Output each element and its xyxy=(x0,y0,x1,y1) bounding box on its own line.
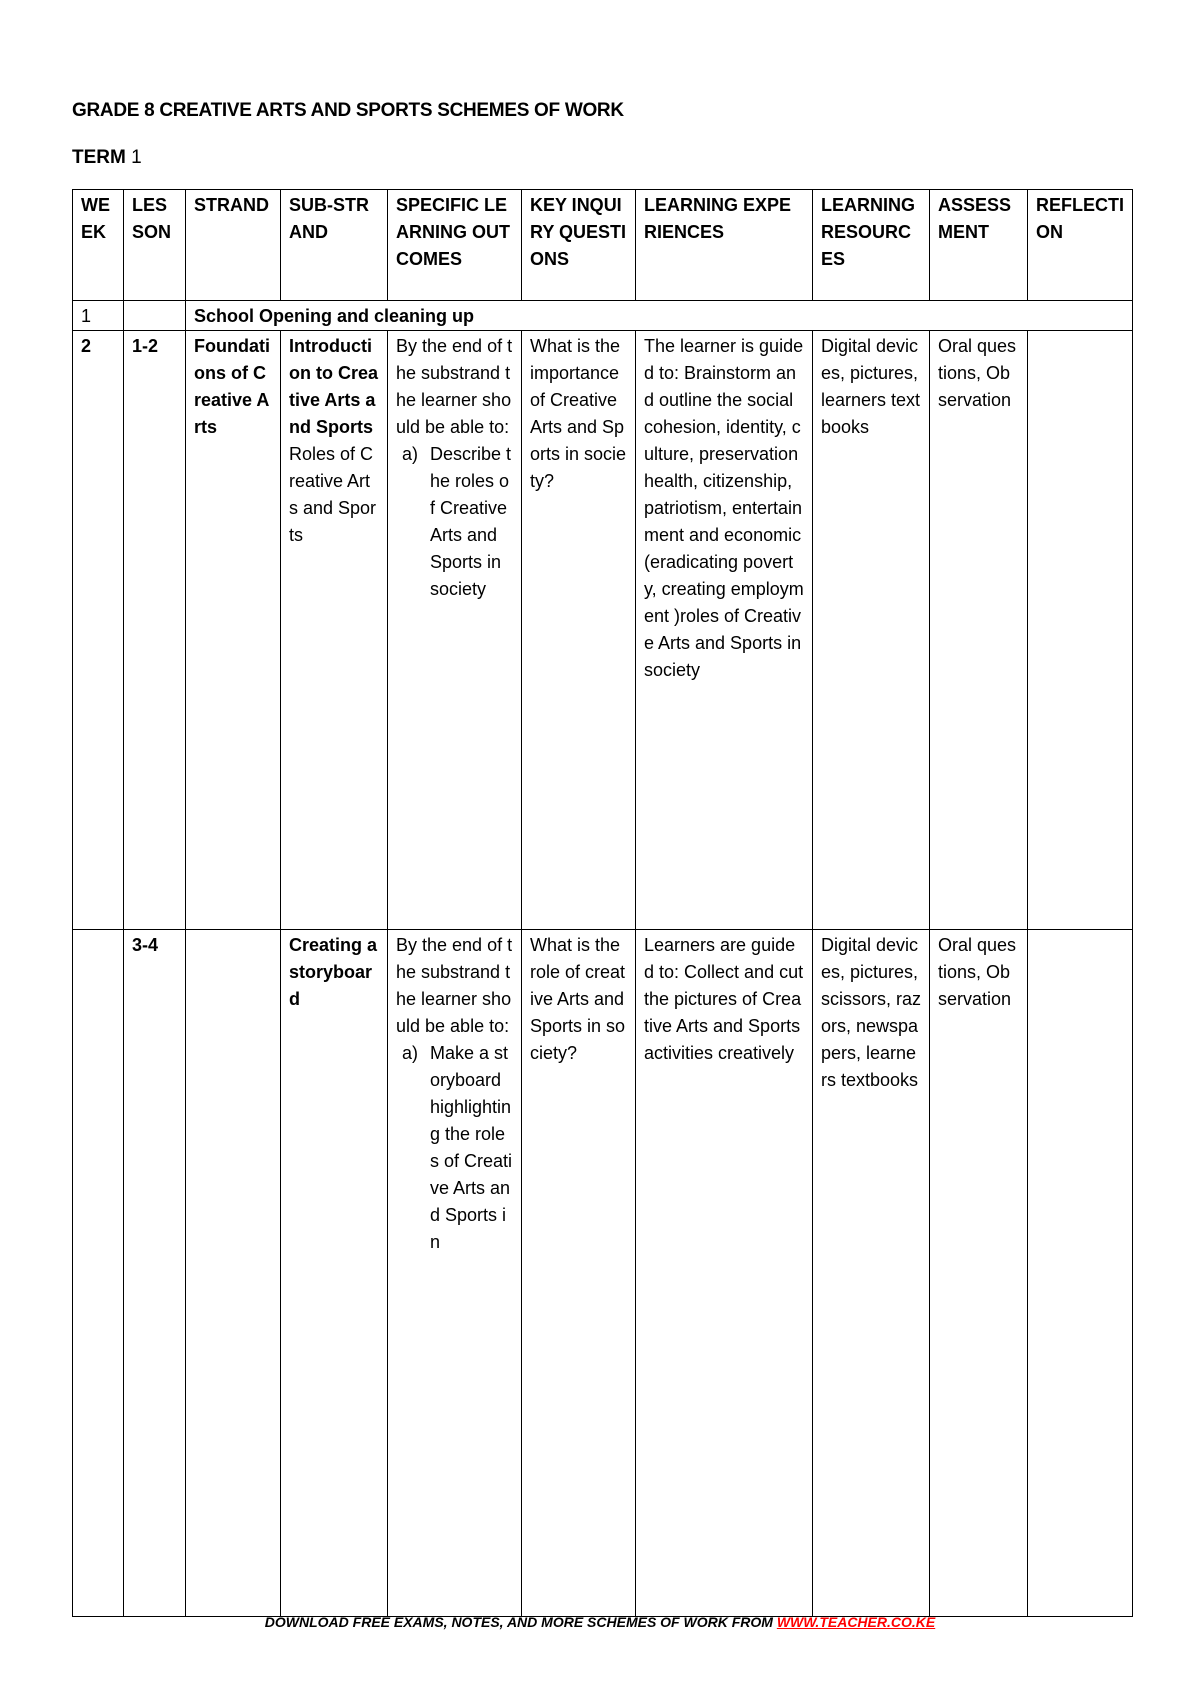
header-row xyxy=(73,190,1133,301)
table-row xyxy=(73,301,1133,331)
header-questions: KEY INQUIRY QUESTIONS xyxy=(522,190,636,301)
outcome-text: Make a storyboard highlighting the roles of Creative Arts and Sports in xyxy=(430,1043,513,1252)
cell-question: What is the importance of Creative Arts and Sports in society? xyxy=(522,331,636,930)
schemes-table xyxy=(72,189,1133,1617)
term-number: 1 xyxy=(131,147,142,168)
header-assessment: ASSESSMENT xyxy=(930,190,1028,301)
cell-experiences: Learners are guided to: Collect and cut the pictures of Creative Arts and Sports activities creatively xyxy=(636,930,813,1617)
header-strand: STRAND xyxy=(186,190,281,301)
term-label: TERM xyxy=(72,147,126,168)
cell-resources: Digital devices, pictures, learners textbooks xyxy=(813,331,930,930)
table-row xyxy=(73,930,1133,1617)
header-reflection: REFLECTION xyxy=(1028,190,1133,301)
cell-school-opening: School Opening and cleaning up xyxy=(186,301,1133,331)
cell-week xyxy=(73,930,124,1617)
outcome-marker: a) xyxy=(401,1043,418,1063)
header-outcomes: SPECIFIC LEARNING OUTCOMES xyxy=(388,190,522,301)
header-lesson: LESSON xyxy=(124,190,186,301)
outcome-item xyxy=(396,1040,513,1256)
cell-assessment: Oral questions, Observation xyxy=(930,930,1028,1617)
sub-strand-title: Introduction to Creative Arts and Sports xyxy=(289,336,379,437)
outcome-text: Describe the roles of Creative Arts and Sports in society xyxy=(430,444,512,599)
cell-lesson: 1-2 xyxy=(124,331,186,930)
cell-experiences: The learner is guided to: Brainstorm and outline the social cohesion, identity, culture, preservation health, citizenship, patriotism, entertainment and economic (eradicating poverty, creating employment )roles of Creative Arts and Sports in society xyxy=(636,331,813,930)
header-week: WEEK xyxy=(73,190,124,301)
header-experiences: LEARNING EXPERIENCES xyxy=(636,190,813,301)
table-row xyxy=(73,331,1133,930)
cell-lesson xyxy=(124,301,186,331)
cell-reflection xyxy=(1028,930,1133,1617)
cell-strand xyxy=(186,930,281,1617)
cell-week: 2 xyxy=(73,331,124,930)
document-title: GRADE 8 CREATIVE ARTS AND SPORTS SCHEMES OF WORK xyxy=(72,100,624,121)
cell-outcomes xyxy=(388,331,522,930)
sub-strand-detail: Roles of Creative Arts and Sports xyxy=(289,444,377,545)
cell-lesson: 3-4 xyxy=(124,930,186,1617)
cell-assessment: Oral questions, Observation xyxy=(930,331,1028,930)
header-resources: LEARNING RESOURCES xyxy=(813,190,930,301)
outcomes-intro: By the end of the substrand the learner should be able to: xyxy=(396,935,513,1036)
footer xyxy=(0,1614,1200,1630)
footer-link[interactable]: WWW.TEACHER.CO.KE xyxy=(776,1614,936,1630)
cell-question: What is the role of creative Arts and Sports in society? xyxy=(522,930,636,1617)
header-sub-strand: SUB-STRAND xyxy=(281,190,388,301)
cell-reflection xyxy=(1028,331,1133,930)
term-heading xyxy=(72,147,142,169)
footer-text: DOWNLOAD FREE EXAMS, NOTES, AND MORE SCHEMES OF WORK FROM xyxy=(264,1614,773,1630)
outcome-marker: a) xyxy=(401,444,418,464)
outcome-item xyxy=(396,441,513,603)
cell-sub-strand: Creating a storyboard xyxy=(281,930,388,1617)
outcomes-intro: By the end of the substrand the learner should be able to: xyxy=(396,336,513,437)
cell-week: 1 xyxy=(73,301,124,331)
cell-sub-strand xyxy=(281,331,388,930)
cell-resources: Digital devices, pictures, scissors, razors, newspapers, learners textbooks xyxy=(813,930,930,1617)
cell-outcomes xyxy=(388,930,522,1617)
cell-strand: Foundations of Creative Arts xyxy=(186,331,281,930)
